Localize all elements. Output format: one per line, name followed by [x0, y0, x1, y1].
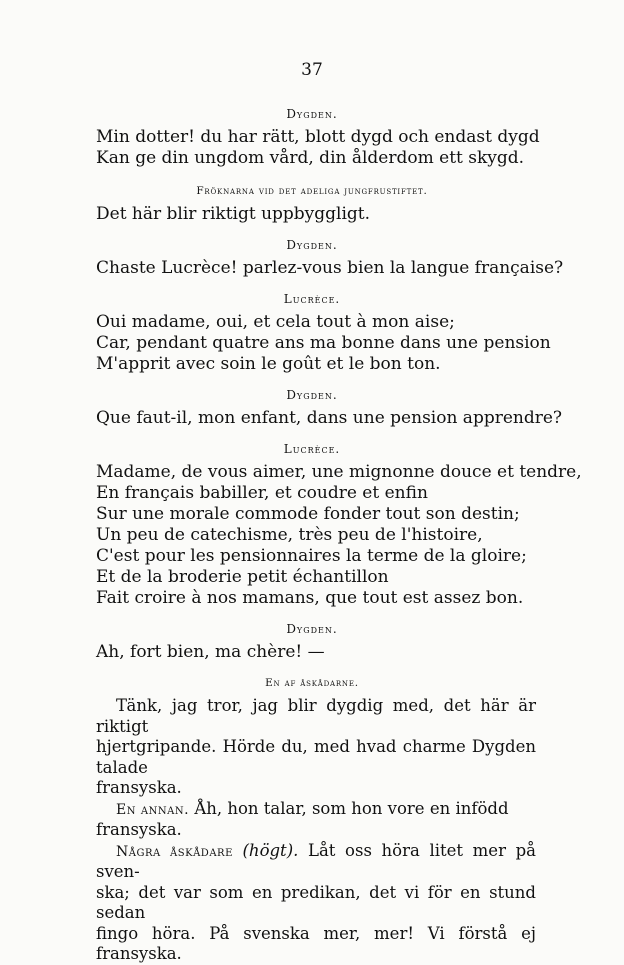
verse-line: Sur une morale commode fonder tout son destin; — [96, 504, 520, 524]
verse-line: Et de la broderie petit échantillon — [96, 567, 389, 587]
prose-line: ska; det var som en predikan, det vi för en stund sedan — [96, 882, 536, 922]
speaker-heading: Lucrèce. — [283, 442, 341, 456]
speaker-heading: Dygden. — [286, 238, 338, 252]
prose-body — [96, 696, 536, 965]
speaker-heading: Dygden. — [286, 388, 338, 402]
prose-line: fransyska. — [96, 820, 182, 839]
prose-line: fingo höra. På svenska mer, mer! Vi förstå ej fransyska. — [96, 923, 536, 963]
speaker-heading: Lucrèce. — [283, 292, 341, 306]
speaker-heading: Fröknarna vid det adeliga jungfrustiftet. — [196, 185, 428, 197]
prose-paragraph — [96, 841, 536, 965]
verse-line: Chaste Lucrèce! parlez-vous bien la langue française? — [96, 258, 564, 278]
verse-line: Madame, de vous aimer, une mignonne douce et tendre, — [96, 462, 582, 482]
verse-line: Que faut-il, mon enfant, dans une pension apprendre? — [96, 408, 563, 428]
prose-line: hjertgripande. Hörde du, med hvad charme Dygden talade — [96, 737, 536, 777]
verse-line: C'est pour les pensionnaires la terme de la gloire; — [96, 546, 527, 566]
stage-direction: (högt). — [242, 840, 299, 860]
verse-line: Min dotter! du har rätt, blott dygd och endast dygd — [96, 127, 540, 147]
verse-line: M'apprit avec soin le goût et le bon ton. — [96, 354, 441, 374]
verse-line: Kan ge din ungdom vård, din ålderdom ett skygd. — [96, 148, 525, 168]
speaker-heading: En af åskådarne. — [265, 677, 359, 689]
verse-line: Oui madame, oui, et cela tout à mon aise; — [96, 312, 455, 332]
verse-line: Un peu de catechisme, très peu de l'histoire, — [96, 525, 483, 545]
prose-paragraph — [96, 799, 536, 841]
prose-paragraph — [96, 696, 536, 799]
prose-line: Låt oss höra litet mer på sven- — [96, 840, 536, 881]
verse-line: Car, pendant quatre ans ma bonne dans une pension — [96, 333, 551, 353]
verse-line: Det här blir riktigt uppbyggligt. — [96, 204, 371, 224]
page-number: 37 — [301, 60, 323, 80]
prose-line: fransyska. — [96, 778, 182, 797]
verse-line: Ah, fort bien, ma chère! — — [96, 642, 325, 662]
speaker-heading: Dygden. — [286, 107, 338, 121]
verse-line: Fait croire à nos mamans, que tout est assez bon. — [96, 588, 524, 608]
prose-line: Tänk, jag tror, jag blir dygdig med, det här är riktigt — [96, 696, 536, 736]
speaker-inline: En annan. — [116, 801, 190, 818]
verse-line: En français babiller, et coudre et enfin — [96, 483, 428, 503]
speaker-heading: Dygden. — [286, 622, 338, 636]
speaker-inline: Några åskådare — [116, 843, 233, 860]
prose-line: Åh, hon talar, som hon vore en infödd — [194, 798, 509, 818]
